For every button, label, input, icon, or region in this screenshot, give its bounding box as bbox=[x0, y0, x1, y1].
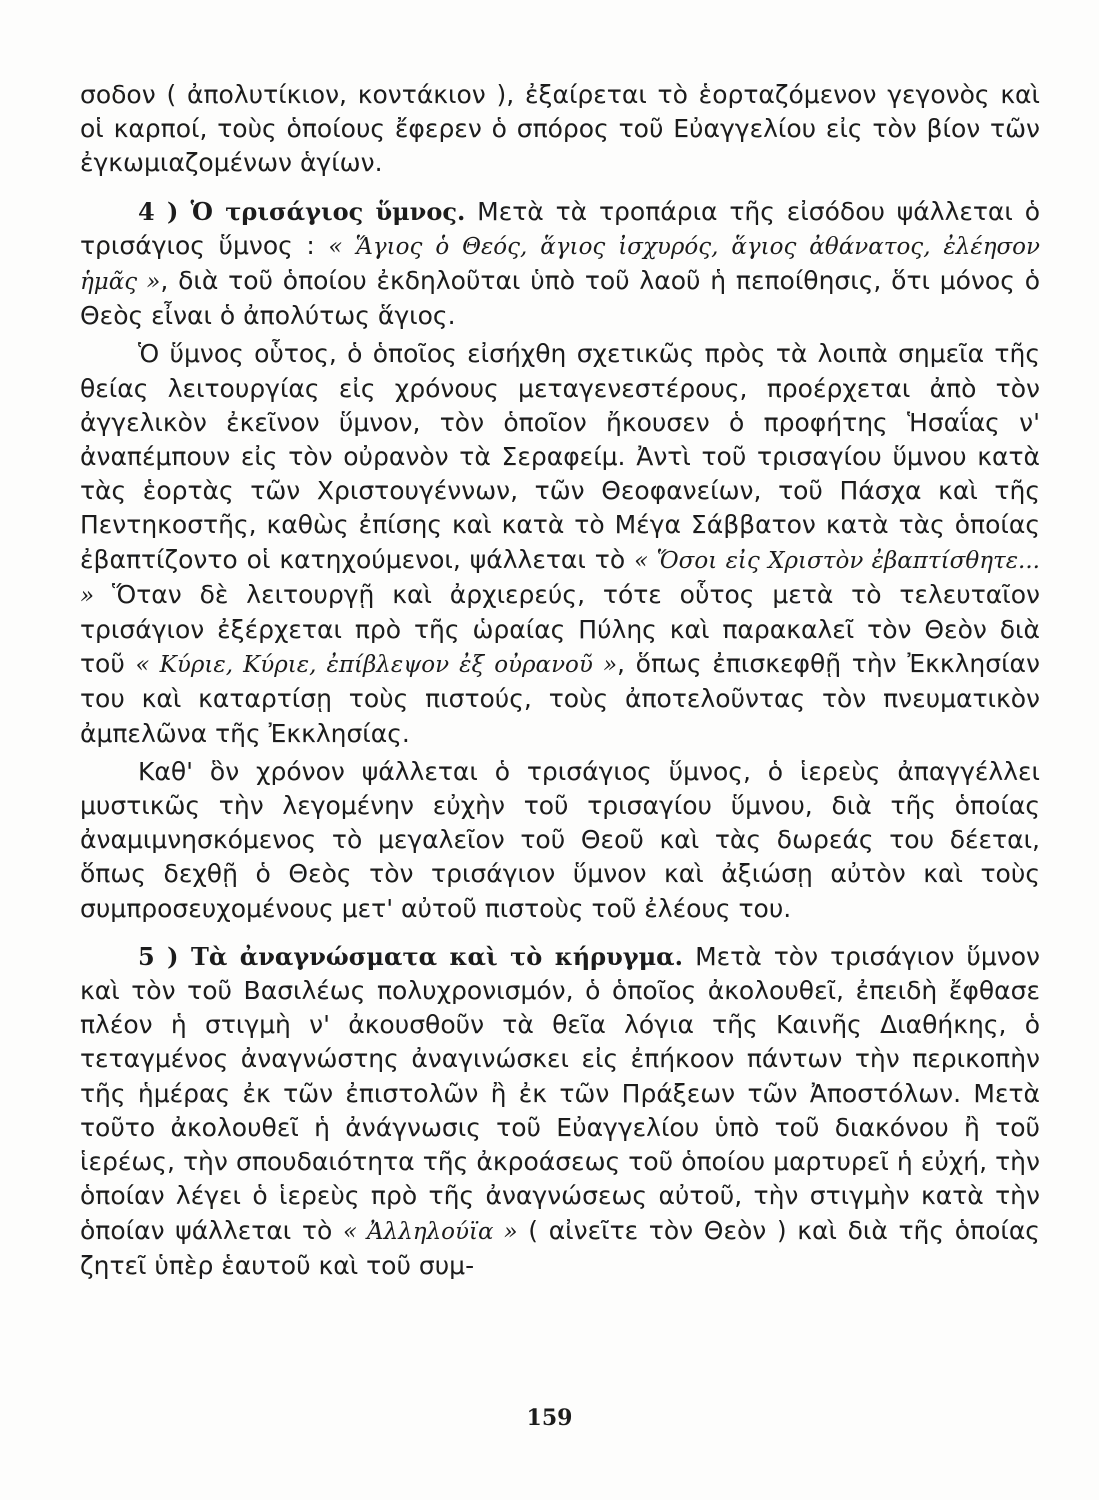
section-heading-readings: 5 ) Τὰ ἀναγνώσματα καὶ τὸ κήρυγμα. bbox=[138, 941, 684, 971]
section-heading-trisagion: 4 ) Ὁ τρισάγιος ὕμνος. bbox=[138, 196, 466, 226]
paragraph-text: σοδον ( ἀπολυτίκιον, κοντάκιον ), ἐξαίρεται τὸ ἑορταζόμενον γεγονὸς καὶ οἱ καρποί, τοὺς ὁποίους ἔφερεν ὁ σπόρος τοῦ Εὐαγγελίου εἰς τὸν βίον τῶν ἐγκωμιαζομένων ἁγίων. bbox=[80, 80, 1040, 178]
page-number: 159 bbox=[526, 1405, 573, 1431]
paragraph-secret-prayer bbox=[80, 755, 1040, 926]
paragraph-text: Καθ' ὃν χρόνον ψάλλεται ὁ τρισάγιος ὕμνος, ὁ ἱερεὺς ἀπαγγέλλει μυστικῶς τὴν λεγομένην εὐχὴν τοῦ τρισαγίου ὕμνου, διὰ τῆς ὁποίας ἀναμιμνησκόμενος τὸ μεγαλεῖον τοῦ Θεοῦ καὶ τὰς δωρεάς του δέεται, ὅπως δεχθῇ ὁ Θεὸς τὸν τρισάγιον ὕμνον καὶ ἀξιώσῃ αὐτὸν καὶ τοὺς συμπροσευχομένους μετ' αὐτοῦ πιστοὺς τοῦ ἐλέους του. bbox=[80, 756, 1040, 923]
paragraph-trisagion bbox=[80, 195, 1040, 334]
quote-trisagion-hymn: « Ἅγιος ὁ Θεός, ἅγιος ἰσχυρός, ἅγιος ἀθάνατος, ἐλέησον ἡμᾶς » bbox=[80, 233, 1040, 296]
paragraph-readings bbox=[80, 940, 1040, 1283]
body-text bbox=[80, 78, 1040, 1283]
paragraph-text: Μετὰ τὸν τρισάγιον ὕμνον καὶ τὸν τοῦ Βασιλέως πολυχρονισμόν, ὁ ὁποῖος ἀκολουθεῖ, ἐπειδὴ ἔφθασε πλέον ἡ στιγμὴ ν' ἀκουσθοῦν τὰ θεῖα λόγια τῆς Καινῆς Διαθήκης, ὁ τεταγμένος ἀναγνώστης ἀναγινώσκει εἰς ἐπήκοον πάντων τὴν περικοπὴν τῆς ἡμέρας ἐκ τῶν ἐπιστολῶν ἢ ἐκ τῶν Πράξεων τῶν Ἀποστόλων. Μετὰ τοῦτο ἀκολουθεῖ ἡ ἀνάγνωσις τοῦ Εὐαγγελίου ὑπὸ τοῦ διακόνου ἢ τοῦ ἱερέως, τὴν σπουδαιότητα τῆς ἀκροάσεως τοῦ ὁποίου μαρτυρεῖ ἡ εὐχή, τὴν ὁποίαν λέγει ὁ ἱερεὺς πρὸ τῆς ἀναγνώσεως αὐτοῦ, τὴν στιγμὴν κατὰ τὴν ὁποίαν ψάλλεται τὸ bbox=[80, 941, 1041, 1245]
paragraph-text: Μετὰ τὰ τροπάρια τῆς εἰσόδου ψάλλεται ὁ τρισάγιος ὕμνος : bbox=[80, 196, 1041, 260]
paragraph-text: , ὅπως ἐπισκεφθῇ τὴν Ἐκκλησίαν του καὶ καταρτίσῃ τοὺς πιστούς, τοὺς ἀποτελοῦντας τὸν πνευματικὸν ἀμπελῶνα τῆς Ἐκκλησίας. bbox=[80, 649, 1040, 748]
paragraph-text: Ὅταν δὲ λειτουργῇ καὶ ἀρχιερεύς, τότε οὗτος μετὰ τὸ τελευταῖον τρισάγιον ἐξέρχεται πρὸ τῆς ὡραίας Πύλης καὶ παρακαλεῖ τὸν Θεὸν διὰ τοῦ bbox=[80, 579, 1040, 679]
quote-alleluia: « Ἀλληλούϊα » bbox=[342, 1218, 518, 1245]
quote-kyrie-epivlepson: « Κύριε, Κύριε, ἐπίβλεψον ἐξ οὐρανοῦ » bbox=[135, 652, 618, 679]
paragraph-apolytikion bbox=[80, 78, 1040, 181]
quote-osoi-eis-christon: « Ὅσοι εἰς Χριστὸν ἐβαπτίσθητε... » bbox=[80, 547, 1040, 609]
paragraph-hymn-origin bbox=[80, 337, 1040, 750]
paragraph-text: , διὰ τοῦ ὁποίου ἐκδηλοῦται ὑπὸ τοῦ λαοῦ ἡ πεποίθησις, ὅτι μόνος ὁ Θεὸς εἶναι ὁ ἀπολύτως ἅγιος. bbox=[80, 266, 1040, 331]
paragraph-text: Ὁ ὕμνος οὗτος, ὁ ὁποῖος εἰσήχθη σχετικῶς πρὸς τὰ λοιπὰ σημεῖα τῆς θείας λειτουργίας εἰς χρόνους μεταγενεστέρους, προέρχεται ἀπὸ τὸν ἀγγελικὸν ἐκεῖνον ὕμνον, τὸν ὁποῖον ἤκουσεν ὁ προφήτης Ἡσαΐας ν' ἀναπέμπουν εἰς τὸν οὐρανὸν τὰ Σεραφείμ. Ἀντὶ τοῦ τρισαγίου ὕμνου κατὰ τὰς ἑορτὰς τῶν Χριστουγέννων, τῶν Θεοφανείων, τοῦ Πάσχα καὶ τῆς Πεντηκοστῆς, καθὼς ἐπίσης καὶ κατὰ τὸ Μέγα Σάββατον κατὰ τὰς ὁποίας ἐβαπτίζοντο οἱ κατηχούμενοι, ψάλλεται τὸ bbox=[80, 339, 1040, 574]
paragraph-text: ( αἰνεῖτε τὸν Θεὸν ) καὶ διὰ τῆς ὁποίας ζητεῖ ὑπὲρ ἑαυτοῦ καὶ τοῦ συμ- bbox=[80, 1215, 1040, 1280]
